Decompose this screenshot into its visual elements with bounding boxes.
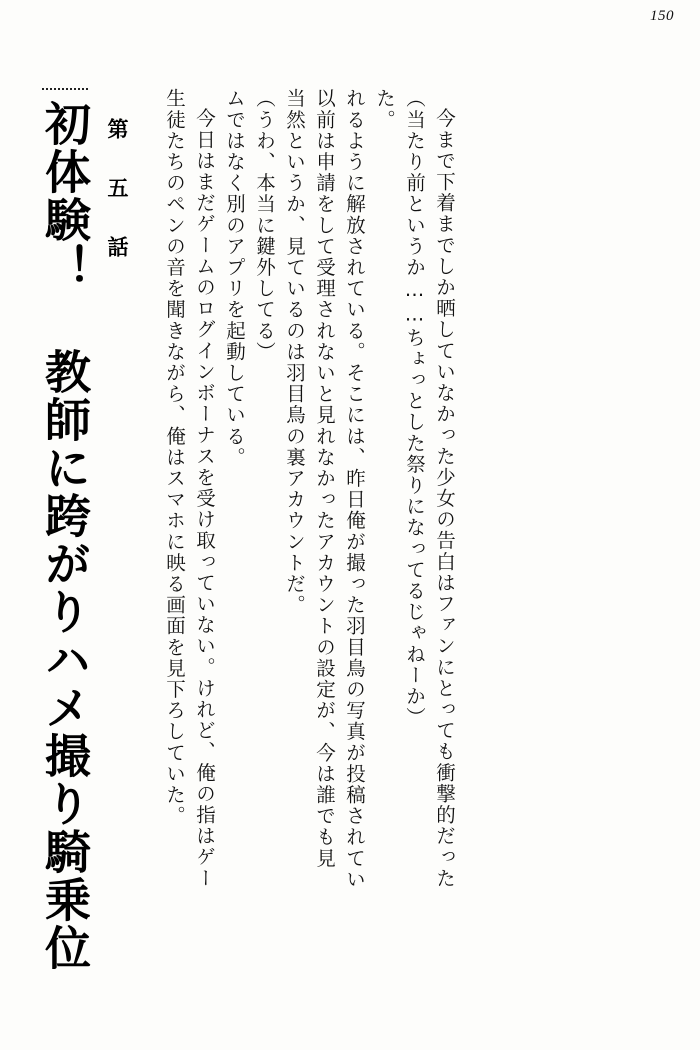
body-line: 今まで下着までしか晒していなかった少女の告白はファンにとっても衝撃的だった — [433, 108, 456, 889]
body-line: 今日はまだゲームのログインボーナスを受け取っていない。けれど、俺の指はゲー — [193, 108, 216, 889]
body-line: ムではなく別のアプリを起動している。 — [223, 88, 246, 468]
body-line: れるように解放されている。そこには、昨日俺が撮った羽目鳥の写真が投稿されてい — [343, 88, 366, 890]
body-line: （当たり前というか……ちょっとした祭りになってるじゃねーか） — [403, 88, 426, 728]
body-text — [154, 88, 454, 1022]
vertical-text-block — [36, 88, 670, 1022]
body-line: （うわ、本当に鍵外してる） — [253, 88, 276, 363]
body-line: 生徒たちのペンの音を聞きながら、俺はスマホに映る画面を見下ろしていた。 — [163, 88, 186, 827]
chapter-title: 初体験！ 教師に跨がりハメ撮り騎乗位 — [42, 88, 88, 1034]
body-line: 以前は申請をして受理されないと見れなかったアカウントの設定が、今は誰でも見 — [313, 88, 336, 869]
body-line: た。 — [373, 88, 396, 131]
body-line: 当然というか、見ているのは羽目鳥の裏アカウントだ。 — [283, 88, 306, 616]
page-number: 150 — [650, 8, 674, 24]
chapter-number: 第 五 話 — [105, 118, 129, 264]
